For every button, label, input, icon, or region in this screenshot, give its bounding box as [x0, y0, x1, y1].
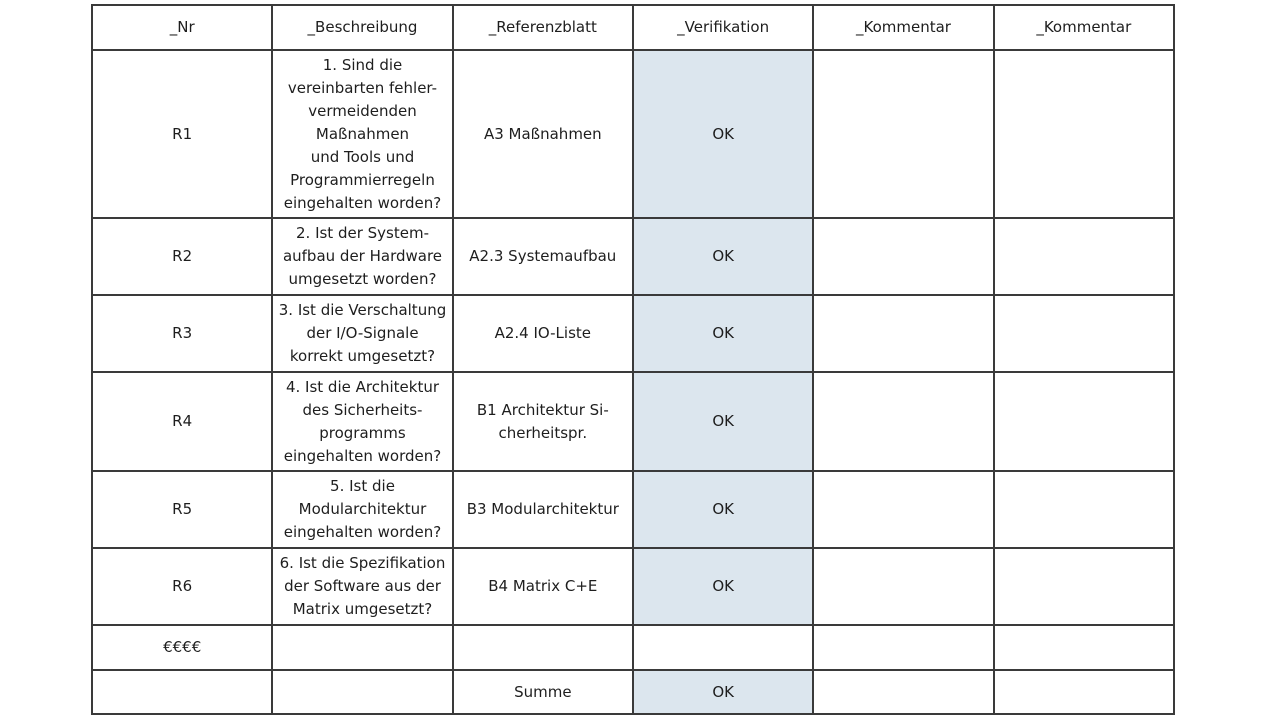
table-row	[92, 218, 1174, 295]
cell-kommentar-2	[994, 625, 1174, 670]
table-row	[92, 625, 1174, 670]
cell-nr: €€€€	[92, 625, 272, 670]
header-beschreibung: _Beschreibung	[272, 5, 452, 50]
cell-kommentar-1	[813, 548, 993, 625]
cell-nr: R3	[92, 295, 272, 372]
table-row	[92, 50, 1174, 218]
cell-kommentar-1	[813, 471, 993, 548]
cell-beschreibung	[272, 670, 452, 714]
cell-kommentar-2	[994, 295, 1174, 372]
header-nr: _Nr	[92, 5, 272, 50]
cell-beschreibung: 2. Ist der System- aufbau der Hardware umgesetzt worden?	[272, 218, 452, 295]
cell-referenzblatt: A2.4 IO-Liste	[453, 295, 633, 372]
cell-referenzblatt: B3 Modularchitektur	[453, 471, 633, 548]
table-row	[92, 372, 1174, 471]
cell-nr: R5	[92, 471, 272, 548]
cell-beschreibung: 4. Ist die Architektur des Sicherheits- programms eingehalten worden?	[272, 372, 452, 471]
table-row	[92, 548, 1174, 625]
summary-row	[92, 670, 1174, 714]
table-row	[92, 295, 1174, 372]
cell-kommentar-1	[813, 625, 993, 670]
verification-checklist-table	[91, 4, 1175, 715]
cell-verifikation: OK	[633, 50, 813, 218]
header-kommentar-2: _Kommentar	[994, 5, 1174, 50]
header-kommentar-1: _Kommentar	[813, 5, 993, 50]
cell-beschreibung: 3. Ist die Verschaltung der I/O-Signale korrekt umgesetzt?	[272, 295, 452, 372]
cell-beschreibung: 6. Ist die Spezifikation der Software aus der Matrix umgesetzt?	[272, 548, 452, 625]
table-row	[92, 471, 1174, 548]
cell-verifikation: OK	[633, 372, 813, 471]
header-row	[92, 5, 1174, 50]
header-referenzblatt: _Referenzblatt	[453, 5, 633, 50]
cell-referenzblatt: B4 Matrix C+E	[453, 548, 633, 625]
cell-kommentar-1	[813, 372, 993, 471]
cell-kommentar-1	[813, 295, 993, 372]
cell-referenzblatt: B1 Architektur Si- cherheitspr.	[453, 372, 633, 471]
cell-kommentar-2	[994, 218, 1174, 295]
cell-beschreibung: 5. Ist die Modularchitektur eingehalten worden?	[272, 471, 452, 548]
cell-nr: R4	[92, 372, 272, 471]
cell-kommentar-1	[813, 50, 993, 218]
header-verifikation: _Verifikation	[633, 5, 813, 50]
cell-kommentar-2	[994, 50, 1174, 218]
cell-verifikation: OK	[633, 218, 813, 295]
cell-referenzblatt: A3 Maßnahmen	[453, 50, 633, 218]
cell-nr: R6	[92, 548, 272, 625]
cell-kommentar-2	[994, 670, 1174, 714]
cell-kommentar-1	[813, 670, 993, 714]
cell-kommentar-2	[994, 372, 1174, 471]
cell-verifikation: OK	[633, 295, 813, 372]
cell-kommentar-2	[994, 471, 1174, 548]
cell-referenzblatt	[453, 625, 633, 670]
cell-referenzblatt: A2.3 Systemaufbau	[453, 218, 633, 295]
cell-kommentar-2	[994, 548, 1174, 625]
cell-summe-label: Summe	[453, 670, 633, 714]
cell-summe-verifikation: OK	[633, 670, 813, 714]
cell-kommentar-1	[813, 218, 993, 295]
cell-nr: R1	[92, 50, 272, 218]
cell-beschreibung	[272, 625, 452, 670]
cell-nr: R2	[92, 218, 272, 295]
cell-beschreibung: 1. Sind die vereinbarten fehler- vermeidenden Maßnahmen und Tools und Programmierregeln eingehalten worden?	[272, 50, 452, 218]
cell-nr	[92, 670, 272, 714]
cell-verifikation: OK	[633, 471, 813, 548]
cell-verifikation: OK	[633, 548, 813, 625]
cell-verifikation	[633, 625, 813, 670]
